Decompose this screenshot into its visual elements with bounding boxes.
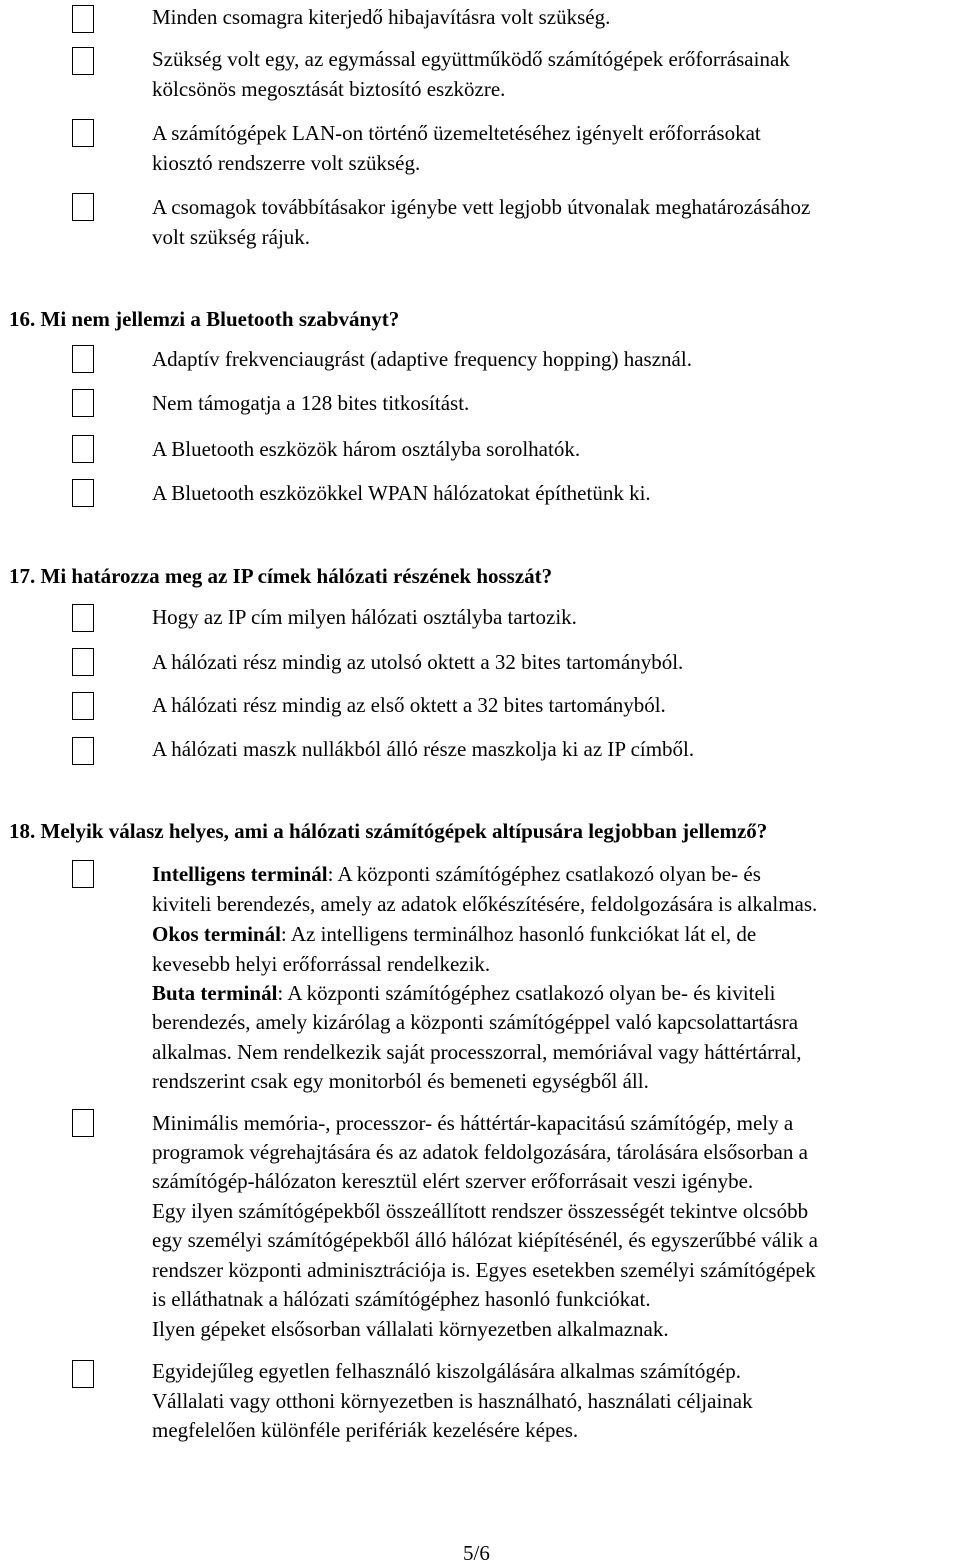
checkbox-q18-option-1[interactable] xyxy=(72,860,94,888)
q16-option-2: Nem támogatja a 128 bites titkosítást. xyxy=(152,391,470,415)
q18-option-3-line-2: Vállalati vagy otthoni környezetben is használható, használati céljainak xyxy=(152,1389,753,1413)
q17-option-3: A hálózati rész mindig az első oktett a 32 bites tartományból. xyxy=(152,693,666,717)
checkbox-q16-option-1[interactable] xyxy=(72,345,94,373)
q18-title: 18. Melyik válasz helyes, ami a hálózati számítógépek altípusára legjobban jellemző? xyxy=(9,819,768,843)
q18-option-1-line-7: alkalmas. Nem rendelkezik saját processzorral, memóriával vagy háttértárral, xyxy=(152,1040,802,1064)
q15-option-4-line-1: A csomagok továbbításakor igénybe vett legjobb útvonalak meghatározásához xyxy=(152,195,811,219)
q18-option-2-line-4: Egy ilyen számítógépekből összeállított rendszer összességét tekintve olcsóbb xyxy=(152,1199,809,1223)
q18-option-2-line-8: Ilyen gépeket elsősorban vállalati környezetben alkalmaznak. xyxy=(152,1317,669,1341)
q16-option-4: A Bluetooth eszközökkel WPAN hálózatokat építhetünk ki. xyxy=(152,481,651,505)
q18-option-1-text-1a: : A központi számítógéphez csatlakozó olyan be- és xyxy=(327,862,761,886)
checkbox-q15-option-1[interactable] xyxy=(72,5,94,33)
q18-option-2-line-1: Minimális memória-, processzor- és háttértár-kapacitású számítógép, mely a xyxy=(152,1111,794,1135)
term-intelligent-terminal: Intelligens terminál xyxy=(152,862,328,886)
q15-option-3-line-2: kiosztó rendszerre volt szükség. xyxy=(152,151,421,175)
checkbox-q18-option-2[interactable] xyxy=(72,1109,94,1137)
q18-option-1-line-1 xyxy=(152,860,761,889)
checkbox-q16-option-3[interactable] xyxy=(72,435,94,463)
q15-option-2-line-2: kölcsönös megosztását biztosító eszközre. xyxy=(152,77,506,101)
q18-option-2-line-3: számítógép-hálózaton keresztül elért szerver erőforrásait veszi igénybe. xyxy=(152,1169,754,1193)
checkbox-q15-option-2[interactable] xyxy=(72,47,94,75)
q18-option-1-line-4: kevesebb helyi erőforrással rendelkezik. xyxy=(152,952,491,976)
q18-option-1-line-8: rendszerint csak egy monitorból és bemeneti egységből áll. xyxy=(152,1069,649,1093)
checkbox-q17-option-3[interactable] xyxy=(72,692,94,720)
q15-option-2-line-1: Szükség volt egy, az egymással együttműködő számítógépek erőforrásainak xyxy=(152,47,790,71)
q18-option-2-line-2: programok végrehajtására és az adatok feldolgozására, tárolására elsősorban a xyxy=(152,1140,808,1164)
checkbox-q16-option-4[interactable] xyxy=(72,479,94,507)
q17-option-4: A hálózati maszk nullákból álló része maszkolja ki az IP címből. xyxy=(152,737,695,761)
q18-option-1-line-6: berendezés, amely kizárólag a központi számítógéppel való kapcsolattartásra xyxy=(152,1010,799,1034)
term-smart-terminal: Okos terminál xyxy=(152,922,281,946)
q16-option-3: A Bluetooth eszközök három osztályba sorolhatók. xyxy=(152,437,581,461)
q18-option-1-text-3a: : A központi számítógéphez csatlakozó olyan be- és kiviteli xyxy=(277,981,776,1005)
q18-option-1-line-3 xyxy=(152,920,756,949)
q18-option-2-line-5: egy személyi számítógépekből álló hálózat kiépítésénél, és egyszerűbbé válik a xyxy=(152,1228,818,1252)
q17-option-2: A hálózati rész mindig az utolsó oktett a 32 bites tartományból. xyxy=(152,650,684,674)
checkbox-q18-option-3[interactable] xyxy=(72,1360,94,1388)
checkbox-q16-option-2[interactable] xyxy=(72,389,94,417)
q15-option-4-line-2: volt szükség rájuk. xyxy=(152,225,311,249)
q18-option-1-text-2a: : Az intelligens terminálhoz hasonló funkciókat lát el, de xyxy=(280,922,757,946)
checkbox-q15-option-3[interactable] xyxy=(72,119,94,147)
q16-title: 16. Mi nem jellemzi a Bluetooth szabványt? xyxy=(9,307,400,331)
q18-option-1-line-5 xyxy=(152,979,775,1008)
q17-title: 17. Mi határozza meg az IP címek hálózati részének hosszát? xyxy=(9,564,553,588)
q18-option-2-line-7: is elláthatnak a hálózati számítógéphez hasonló funkciókat. xyxy=(152,1287,651,1311)
q15-option-3-line-1: A számítógépek LAN-on történő üzemeltetéséhez igényelt erőforrásokat xyxy=(152,121,761,145)
checkbox-q17-option-1[interactable] xyxy=(72,604,94,632)
page-number: 5/6 xyxy=(463,1541,490,1565)
term-dumb-terminal: Buta terminál xyxy=(152,981,278,1005)
q18-option-3-line-1: Egyidejűleg egyetlen felhasználó kiszolgálására alkalmas számítógép. xyxy=(152,1359,741,1383)
q18-option-1-line-2: kiviteli berendezés, amely az adatok előkészítésére, feldolgozására is alkalmas. xyxy=(152,892,818,916)
checkbox-q17-option-2[interactable] xyxy=(72,648,94,676)
checkbox-q15-option-4[interactable] xyxy=(72,193,94,221)
q17-option-1: Hogy az IP cím milyen hálózati osztályba tartozik. xyxy=(152,605,577,629)
q18-option-3-line-3: megfelelően különféle perifériák kezelésére képes. xyxy=(152,1418,579,1442)
q18-option-2-line-6: rendszer központi adminisztrációja is. Egyes esetekben személyi számítógépek xyxy=(152,1258,816,1282)
q15-option-1-line-1: Minden csomagra kiterjedő hibajavításra volt szükség. xyxy=(152,5,611,29)
q16-option-1: Adaptív frekvenciaugrást (adaptive frequency hopping) használ. xyxy=(152,347,692,371)
checkbox-q17-option-4[interactable] xyxy=(72,737,94,765)
